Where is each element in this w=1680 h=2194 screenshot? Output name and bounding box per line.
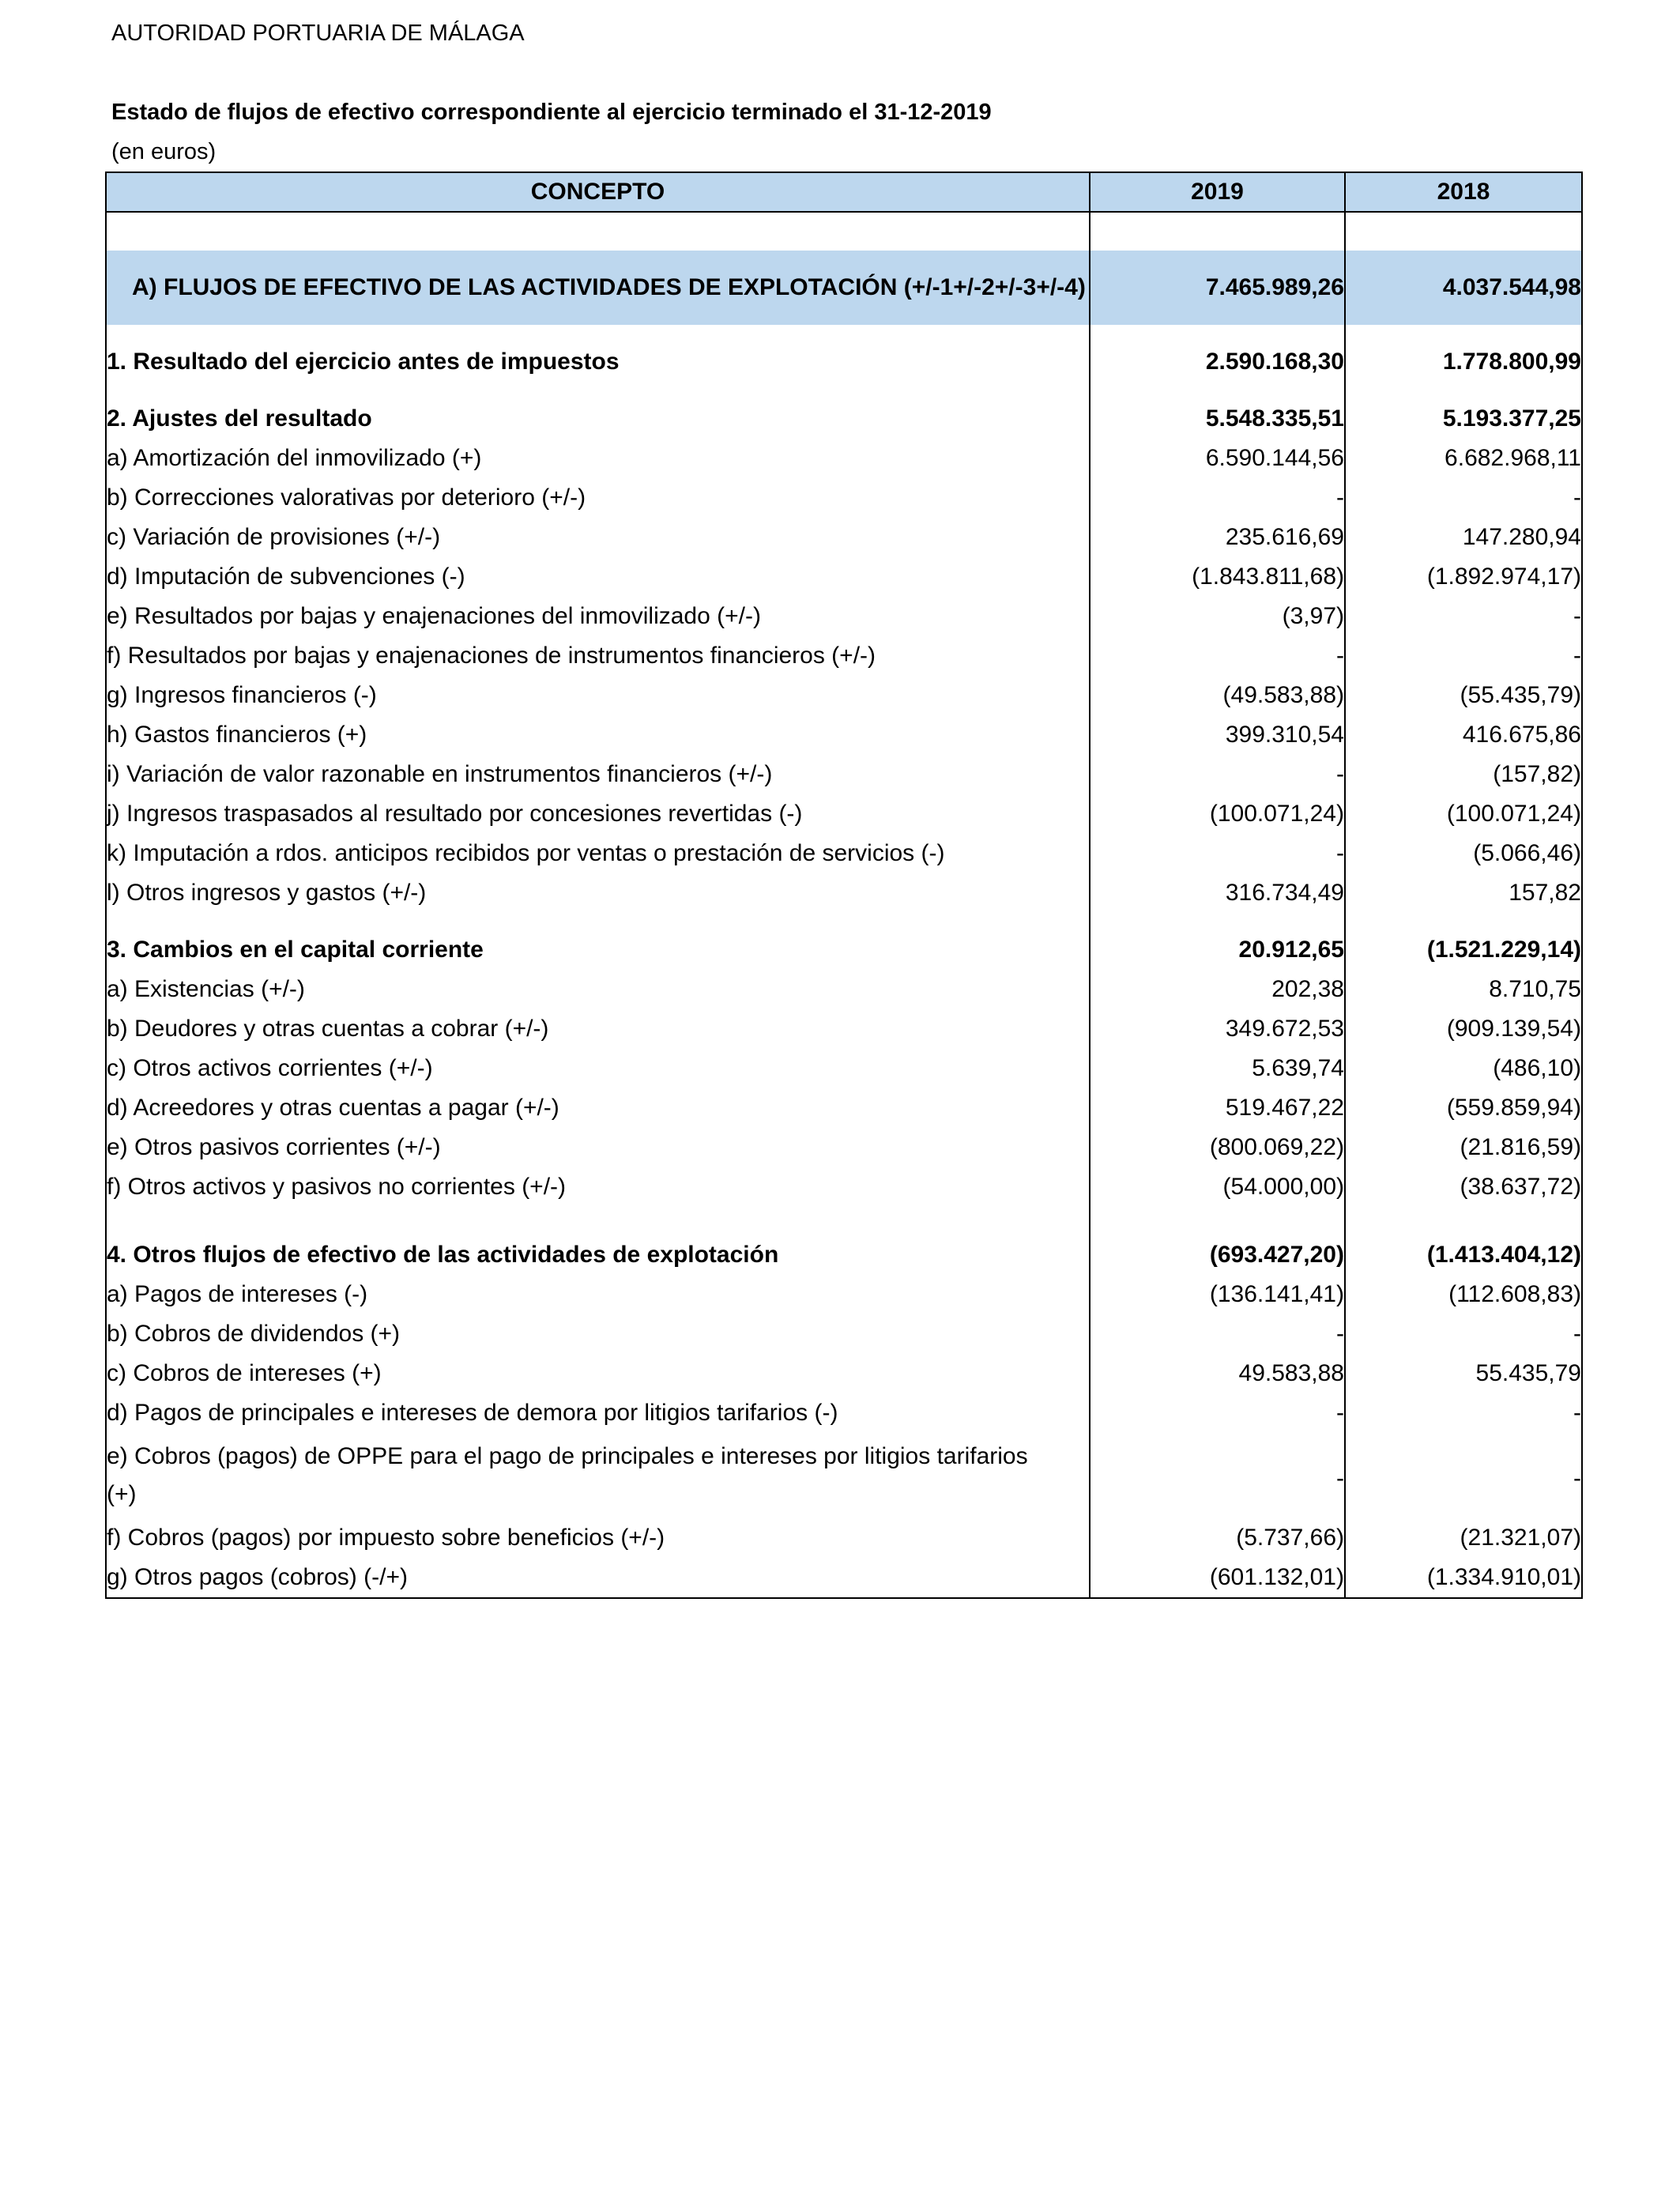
value-2019: 235.616,69 — [1090, 518, 1345, 557]
value-2018: (5.066,46) — [1345, 834, 1582, 873]
value-2019: 6.590.144,56 — [1090, 439, 1345, 478]
value-2018: (21.816,59) — [1345, 1128, 1582, 1167]
table-row — [106, 1558, 1582, 1598]
value-2018: (157,82) — [1345, 755, 1582, 794]
row-label: e) Resultados por bajas y enajenaciones del inmovilizado (+/-) — [106, 597, 1090, 636]
value-2019: 349.672,53 — [1090, 1009, 1345, 1049]
value-2018: - — [1345, 1433, 1582, 1518]
value-2019: - — [1090, 636, 1345, 676]
table-row — [106, 676, 1582, 715]
value-2018: (1.334.910,01) — [1345, 1558, 1582, 1598]
table-row — [106, 1235, 1582, 1275]
row-label: h) Gastos financieros (+) — [106, 715, 1090, 755]
table-row — [106, 518, 1582, 557]
value-2019: - — [1090, 755, 1345, 794]
cash-flow-table — [105, 172, 1583, 1599]
table-row — [106, 557, 1582, 597]
table-row — [106, 636, 1582, 676]
table-row — [106, 715, 1582, 755]
table-row — [106, 834, 1582, 873]
value-2019: (1.843.811,68) — [1090, 557, 1345, 597]
row-label: a) Pagos de intereses (-) — [106, 1275, 1090, 1314]
value-2018: (1.521.229,14) — [1345, 930, 1582, 970]
value-2018: (1.892.974,17) — [1345, 557, 1582, 597]
value-2018: (559.859,94) — [1345, 1088, 1582, 1128]
value-2018: - — [1345, 478, 1582, 518]
value-2019: 399.310,54 — [1090, 715, 1345, 755]
spacer-row — [106, 325, 1582, 342]
value-2018: 8.710,75 — [1345, 970, 1582, 1009]
section-a-row — [106, 251, 1582, 325]
table-row — [106, 1167, 1582, 1207]
table-row — [106, 1314, 1582, 1354]
table-row — [106, 478, 1582, 518]
value-2018: - — [1345, 1393, 1582, 1433]
value-2018: 5.193.377,25 — [1345, 399, 1582, 439]
row-label: l) Otros ingresos y gastos (+/-) — [106, 873, 1090, 913]
table-row — [106, 439, 1582, 478]
value-2018: - — [1345, 597, 1582, 636]
header-2018: 2018 — [1345, 172, 1582, 212]
table-row — [106, 1393, 1582, 1433]
table-row — [106, 399, 1582, 439]
value-2019: (601.132,01) — [1090, 1558, 1345, 1598]
value-2018: (55.435,79) — [1345, 676, 1582, 715]
value-2019: - — [1090, 1314, 1345, 1354]
value-2019: (136.141,41) — [1090, 1275, 1345, 1314]
blank-row — [106, 212, 1582, 251]
table-row — [106, 794, 1582, 834]
table-header-row — [106, 172, 1582, 212]
value-2019: 7.465.989,26 — [1090, 251, 1345, 325]
table-row — [106, 1088, 1582, 1128]
value-2019: 316.734,49 — [1090, 873, 1345, 913]
value-2019: (3,97) — [1090, 597, 1345, 636]
row-label: g) Otros pagos (cobros) (-/+) — [106, 1558, 1090, 1598]
row-label: c) Variación de provisiones (+/-) — [106, 518, 1090, 557]
header-2019: 2019 — [1090, 172, 1345, 212]
row-label: e) Otros pasivos corrientes (+/-) — [106, 1128, 1090, 1167]
value-2018: 1.778.800,99 — [1345, 342, 1582, 382]
table-row — [106, 1128, 1582, 1167]
table-row — [106, 970, 1582, 1009]
table-row — [106, 597, 1582, 636]
row-label: a) Existencias (+/-) — [106, 970, 1090, 1009]
table-row — [106, 1433, 1582, 1518]
value-2019: - — [1090, 478, 1345, 518]
row-label: f) Resultados por bajas y enajenaciones de instrumentos financieros (+/-) — [106, 636, 1090, 676]
row-label: d) Pagos de principales e intereses de demora por litigios tarifarios (-) — [106, 1393, 1090, 1433]
row-label: d) Acreedores y otras cuentas a pagar (+/-) — [106, 1088, 1090, 1128]
value-2019: 5.548.335,51 — [1090, 399, 1345, 439]
value-2018: (112.608,83) — [1345, 1275, 1582, 1314]
row-label: c) Cobros de intereses (+) — [106, 1354, 1090, 1393]
value-2018: (486,10) — [1345, 1049, 1582, 1088]
row-label: 3. Cambios en el capital corriente — [106, 930, 1090, 970]
value-2018: 157,82 — [1345, 873, 1582, 913]
value-2019: 20.912,65 — [1090, 930, 1345, 970]
row-label: a) Amortización del inmovilizado (+) — [106, 439, 1090, 478]
value-2019: (100.071,24) — [1090, 794, 1345, 834]
row-label: b) Deudores y otras cuentas a cobrar (+/-) — [106, 1009, 1090, 1049]
value-2019: 49.583,88 — [1090, 1354, 1345, 1393]
table-row — [106, 1009, 1582, 1049]
table-row — [106, 1354, 1582, 1393]
value-2019: 5.639,74 — [1090, 1049, 1345, 1088]
row-label: b) Cobros de dividendos (+) — [106, 1314, 1090, 1354]
value-2018: 416.675,86 — [1345, 715, 1582, 755]
row-label: e) Cobros (pagos) de OPPE para el pago de principales e intereses por litigios tarifarios (+) — [106, 1433, 1090, 1518]
value-2019: (5.737,66) — [1090, 1518, 1345, 1558]
value-2018: (1.413.404,12) — [1345, 1235, 1582, 1275]
table-row — [106, 755, 1582, 794]
value-2018: 6.682.968,11 — [1345, 439, 1582, 478]
value-2019: - — [1090, 1393, 1345, 1433]
table-row — [106, 930, 1582, 970]
row-label: c) Otros activos corrientes (+/-) — [106, 1049, 1090, 1088]
table-row — [106, 873, 1582, 913]
value-2019: (693.427,20) — [1090, 1235, 1345, 1275]
spacer-row — [106, 913, 1582, 930]
row-label: A) FLUJOS DE EFECTIVO DE LAS ACTIVIDADES DE EXPLOTACIÓN (+/-1+/-2+/-3+/-4) — [106, 251, 1090, 325]
value-2019: (800.069,22) — [1090, 1128, 1345, 1167]
value-2018: 147.280,94 — [1345, 518, 1582, 557]
table-row — [106, 1275, 1582, 1314]
row-label: k) Imputación a rdos. anticipos recibidos por ventas o prestación de servicios (-) — [106, 834, 1090, 873]
value-2018: 4.037.544,98 — [1345, 251, 1582, 325]
value-2019: (49.583,88) — [1090, 676, 1345, 715]
value-2019: - — [1090, 834, 1345, 873]
value-2018: (38.637,72) — [1345, 1167, 1582, 1207]
value-2019: (54.000,00) — [1090, 1167, 1345, 1207]
value-2018: - — [1345, 1314, 1582, 1354]
row-label: 1. Resultado del ejercicio antes de impuestos — [106, 342, 1090, 382]
table-row — [106, 1518, 1582, 1558]
row-label: d) Imputación de subvenciones (-) — [106, 557, 1090, 597]
value-2019: - — [1090, 1433, 1345, 1518]
statement-title: Estado de flujos de efectivo correspondiente al ejercicio terminado el 31-12-2019 — [111, 100, 992, 125]
header-concept: CONCEPTO — [106, 172, 1090, 212]
value-2018: - — [1345, 636, 1582, 676]
row-label: 2. Ajustes del resultado — [106, 399, 1090, 439]
value-2019: 2.590.168,30 — [1090, 342, 1345, 382]
row-label: f) Cobros (pagos) por impuesto sobre beneficios (+/-) — [106, 1518, 1090, 1558]
value-2018: (100.071,24) — [1345, 794, 1582, 834]
row-label: f) Otros activos y pasivos no corrientes (+/-) — [106, 1167, 1090, 1207]
value-2019: 202,38 — [1090, 970, 1345, 1009]
value-2018: (909.139,54) — [1345, 1009, 1582, 1049]
row-label: b) Correcciones valorativas por deterioro (+/-) — [106, 478, 1090, 518]
spacer-row — [106, 382, 1582, 399]
row-label: 4. Otros flujos de efectivo de las actividades de explotación — [106, 1235, 1090, 1275]
row-label: g) Ingresos financieros (-) — [106, 676, 1090, 715]
table-row — [106, 1049, 1582, 1088]
spacer-row — [106, 1207, 1582, 1235]
value-2019: 519.467,22 — [1090, 1088, 1345, 1128]
table-row — [106, 342, 1582, 382]
row-label: j) Ingresos traspasados al resultado por concesiones revertidas (-) — [106, 794, 1090, 834]
row-label: i) Variación de valor razonable en instrumentos financieros (+/-) — [106, 755, 1090, 794]
organization-name: AUTORIDAD PORTUARIA DE MÁLAGA — [111, 21, 525, 46]
units-note: (en euros) — [111, 139, 217, 164]
value-2018: 55.435,79 — [1345, 1354, 1582, 1393]
value-2018: (21.321,07) — [1345, 1518, 1582, 1558]
